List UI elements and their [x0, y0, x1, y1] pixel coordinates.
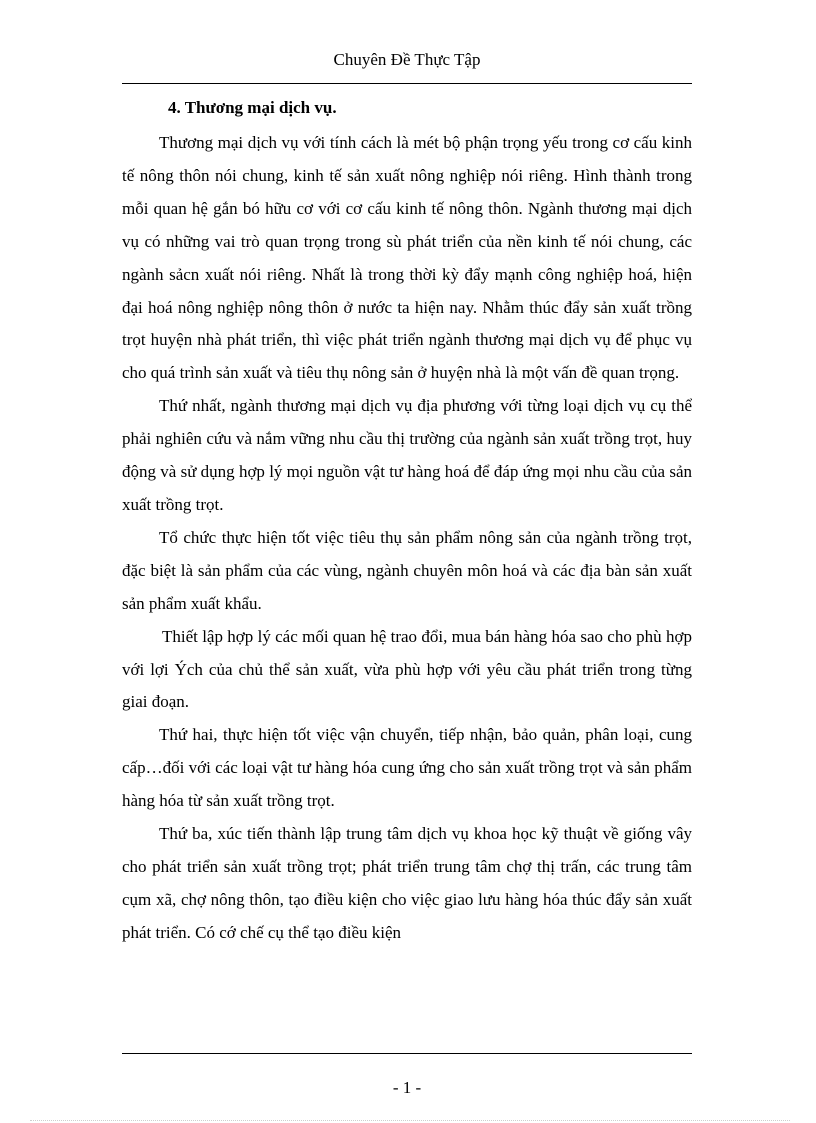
page-edge-divider	[30, 1120, 790, 1121]
page-header: Chuyên Đề Thực Tập	[333, 50, 481, 69]
header-rule	[122, 83, 692, 84]
footer-rule	[122, 1053, 692, 1054]
paragraph: Thứ ba, xúc tiến thành lập trung tâm dịch vụ khoa học kỹ thuật về giống vây cho phát triển sản xuất trồng trọt; phát triển trung tâm chợ thị trấn, các trung tâm cụm xã, chợ nông thôn, tạo điều kiện cho việc giao lưu hàng hóa thúc đẩy sản xuất phát triển. Có cớ chế cụ thể tạo điều kiện	[122, 824, 692, 942]
page-number: - 1 -	[392, 1078, 422, 1097]
body-text	[122, 127, 692, 950]
paragraph: Thứ hai, thực hiện tốt việc vận chuyển, tiếp nhận, bảo quản, phân loại, cung cấp…đối với các loại vật tư hàng hóa cung ứng cho sản xuất trồng trọt và sản phẩm hàng hóa từ sản xuất trồng trọt.	[122, 725, 692, 811]
section-title: 4. Thương mại dịch vụ.	[168, 98, 337, 117]
paragraph: Thiết lập hợp lý các mối quan hệ trao đổi, mua bán hàng hóa sao cho phù hợp với lợi Ých của chủ thể sản xuất, vừa phù hợp với yêu cầu phát triển trong từng giai đoạn.	[122, 626, 692, 712]
paragraph: Thứ nhất, ngành thương mại dịch vụ địa phương với từng loại dịch vụ cụ thể phải nghiên cứu và nắm vững nhu cầu thị trường của ngành sản xuất trồng trọt, huy động và sử dụng hợp lý mọi nguồn vật tư hàng hoá để đáp ứng mọi nhu cầu của sản xuất trồng trọt.	[122, 396, 692, 514]
paragraph: Tổ chức thực hiện tốt việc tiêu thụ sản phẩm nông sản của ngành trồng trọt, đặc biệt là sản phẩm của các vùng, ngành chuyên môn hoá và các địa bàn sản xuất sản phẩm xuất khẩu.	[122, 527, 692, 613]
paragraph: Thương mại dịch vụ với tính cách là mét bộ phận trọng yếu trong cơ cấu kinh tế nông thôn nói chung, kinh tế sản xuất nông nghiệp nói riêng. Hình thành trong mỗi quan hệ gắn bó hữu cơ với cơ cấu kinh tế nông thôn. Ngành thương mại dịch vụ có những vai trò quan trọng trong sù phát triển của nền kinh tế nói chung, các ngành sảcn xuất nói riêng. Nhất là trong thời kỳ đẩy mạnh công nghiệp hoá, hiện đại hoá nông nghiệp nông thôn ở nước ta hiện nay. Nhằm thúc đẩy sản xuất trồng trọt huyện nhà phát triển, thì việc phát triển ngành thương mại dịch vụ để phục vụ cho quá trình sản xuất và tiêu thụ nông sản ở huyện nhà là một vấn đề quan trọng.	[122, 133, 692, 383]
